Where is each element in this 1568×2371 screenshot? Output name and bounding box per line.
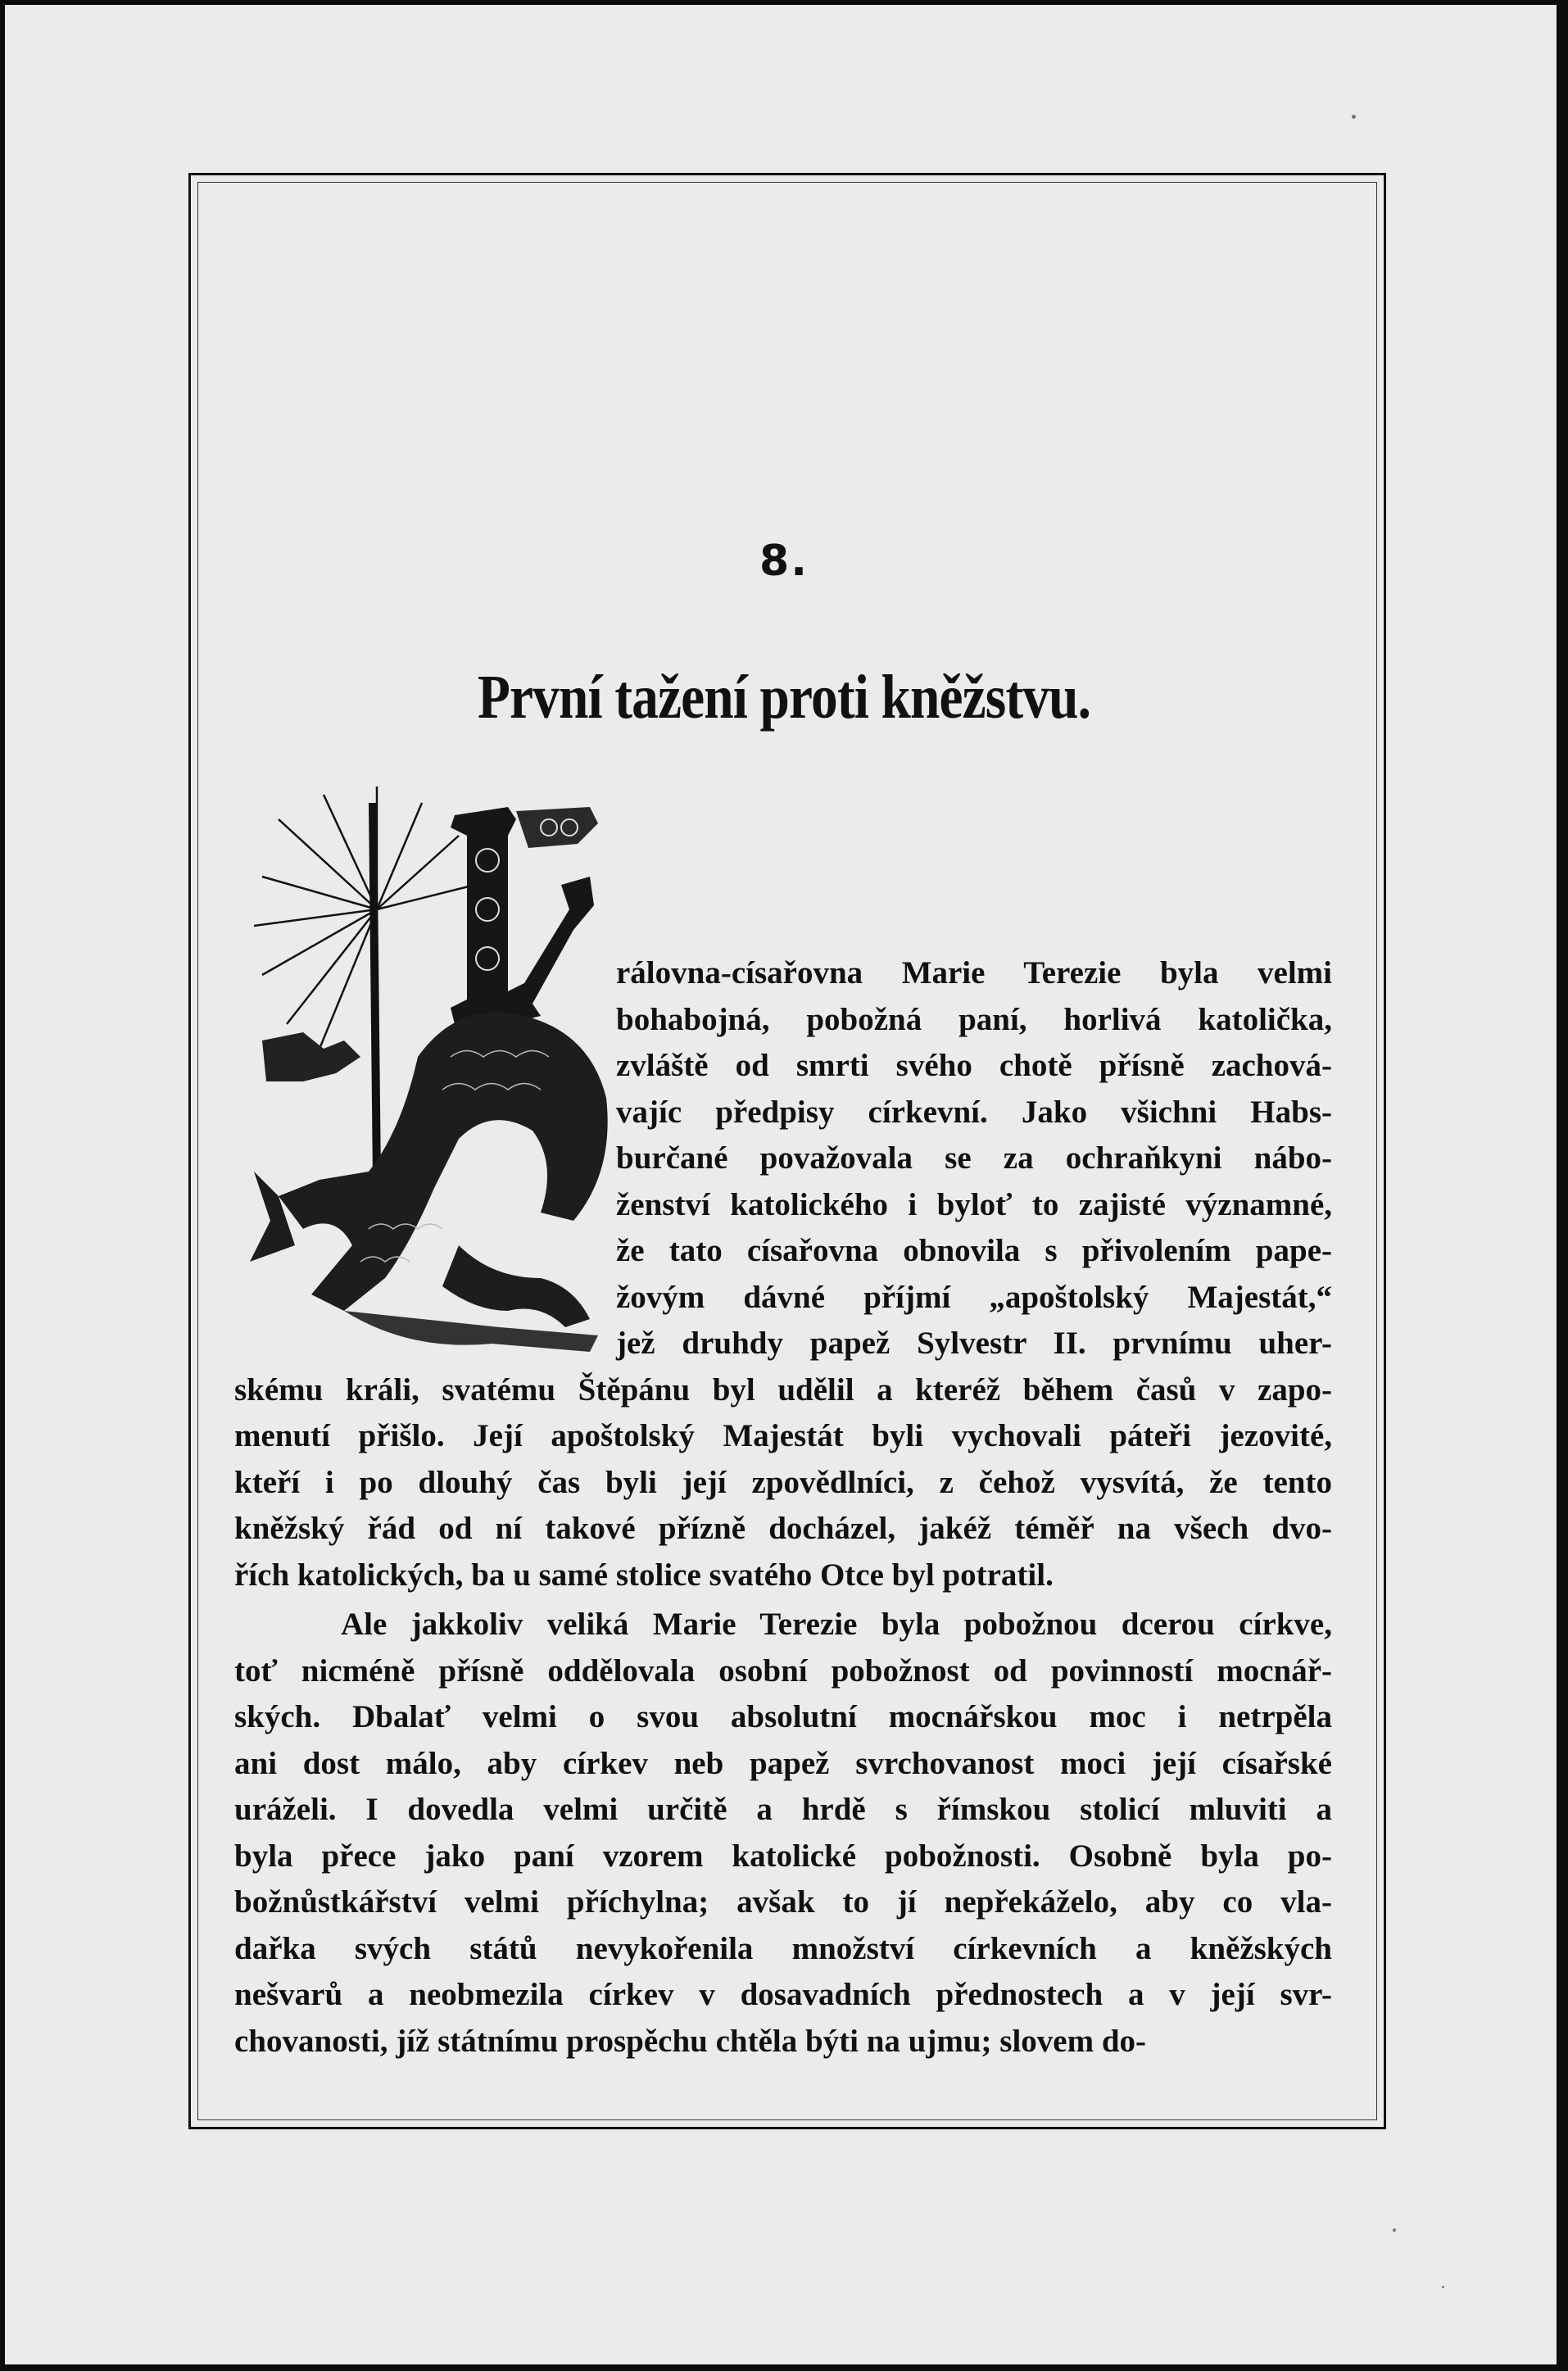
text-line: toť nicméně přísně oddělovala osobní pobožnost od povinností mocnář- <box>234 1652 1332 1689</box>
text-line: že tato císařovna obnovila s přivolením pape- <box>616 1233 1332 1268</box>
text-line: menutí přišlo. Její apoštolský Majestát byli vychovali páteři jezovité, <box>234 1418 1332 1453</box>
body-text <box>234 950 1332 2065</box>
text-line: chovanosti, jíž státnímu prospěchu chtěla býti na ujmu; slovem do- <box>234 2023 1147 2059</box>
text-line: Ale jakkoliv veliká Marie Terezie byla pobožnou dcerou církve, <box>341 1607 1332 1642</box>
text-line: rálovna-císařovna Marie Terezie byla velmi <box>616 955 1332 991</box>
text-line: řích katolických, ba u samé stolice svatého Otce byl potratil. <box>234 1557 1054 1593</box>
text-line: skému králi, svatému Štěpánu byl udělil a kteréž během časů v zapo- <box>234 1371 1332 1408</box>
paragraph <box>234 1602 1332 2065</box>
paragraph <box>234 950 1332 1598</box>
paper-speck <box>1442 2286 1444 2288</box>
text-line: uráželi. I dovedla velmi určitě a hrdě s římskou stolicí mluviti a <box>234 1792 1332 1827</box>
text-line: jež druhdy papež Sylvestr II. prvnímu uher- <box>616 1326 1332 1361</box>
text-line: kněžský řád od ní takové přízně docházel, jakéž téměř na všech dvo- <box>234 1511 1332 1546</box>
text-line: nešvarů a neobmezila církev v dosavadních přednostech a v její svr- <box>234 1977 1332 2012</box>
text-line: božnůstkářství velmi příchylna; avšak to jí nepřekáželo, aby co vla- <box>234 1884 1332 1920</box>
text-line: dařka svých států nevykořenila množství církevních a kněžských <box>234 1930 1332 1966</box>
text-line: ani dost málo, aby církev neb papež svrchovanost moci její císařské <box>234 1745 1332 1781</box>
chapter-title: První tažení proti kněžstvu. <box>477 663 1091 732</box>
text-line: bohabojná, pobožná paní, horlivá katolička, <box>616 1001 1332 1037</box>
text-line: zvláště od smrti svého chotě přísně zachová- <box>616 1048 1332 1083</box>
chapter-number: 8. <box>759 537 809 586</box>
text-line: burčané považovala se za ochraňkyni nábo- <box>616 1140 1332 1176</box>
text-line: vajíc předpisy církevní. Jako všichni Habs- <box>616 1094 1332 1130</box>
paper-speck <box>1352 115 1356 119</box>
text-line: ských. Dbalať velmi o svou absolutní mocnářskou moc i netrpěla <box>234 1699 1332 1734</box>
paper-speck <box>1393 2228 1396 2232</box>
text-line: žovým dávné příjmí „apoštolský Majestát,“ <box>616 1279 1332 1315</box>
text-line: kteří i po dlouhý čas byli její zpovědlníci, z čehož vysvítá, že tento <box>234 1464 1332 1500</box>
text-line: ženství katolického i byloť to zajisté významné, <box>616 1186 1332 1222</box>
text-line: byla přece jako paní vzorem katolické pobožnosti. Osobně byla po- <box>234 1838 1332 1874</box>
